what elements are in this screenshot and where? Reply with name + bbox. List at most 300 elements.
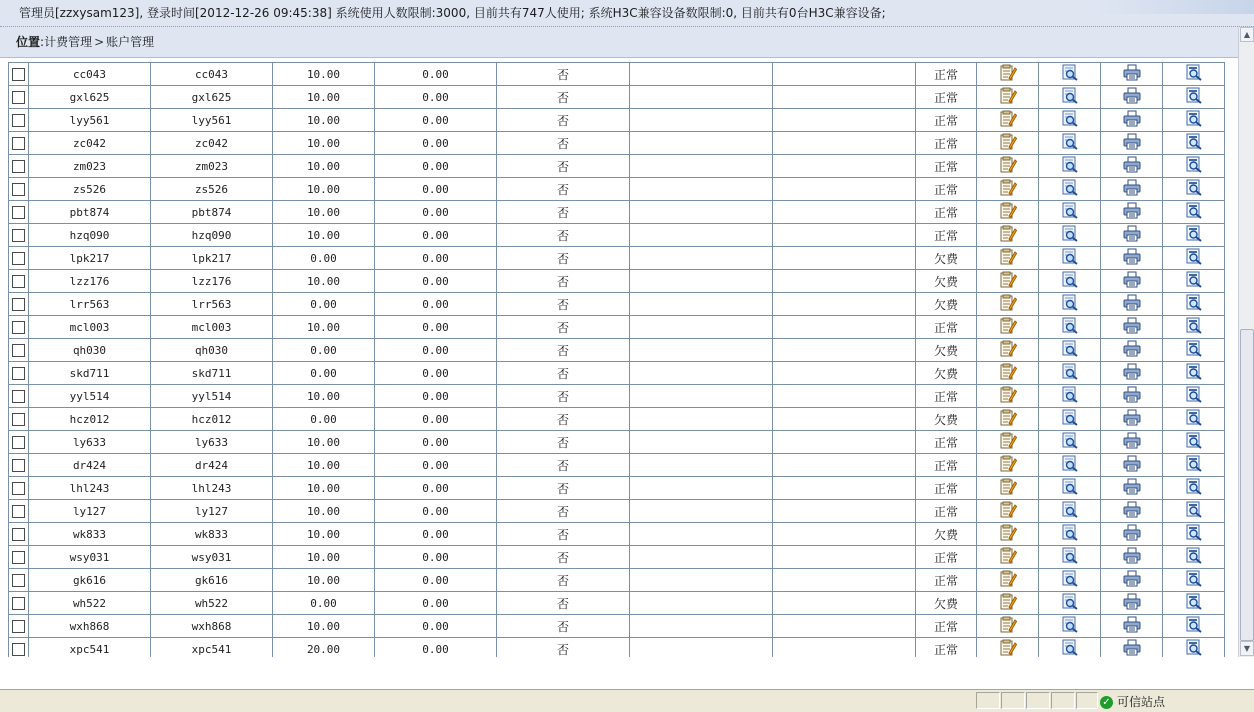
edit-icon[interactable]	[999, 225, 1017, 245]
action-cell[interactable]	[1163, 546, 1225, 569]
action-cell[interactable]	[1101, 109, 1163, 132]
print-icon[interactable]	[1123, 294, 1141, 314]
edit-icon[interactable]	[999, 133, 1017, 153]
action-cell[interactable]	[1163, 362, 1225, 385]
action-cell[interactable]	[977, 523, 1039, 546]
edit-icon[interactable]	[999, 501, 1017, 521]
detail-icon[interactable]	[1185, 202, 1203, 222]
view-icon[interactable]	[1061, 432, 1079, 452]
row-checkbox[interactable]	[12, 68, 25, 81]
row-checkbox[interactable]	[12, 91, 25, 104]
view-icon[interactable]	[1061, 455, 1079, 475]
account-cell: zs526	[29, 178, 151, 201]
action-cell[interactable]	[1039, 339, 1101, 362]
action-cell[interactable]	[1163, 293, 1225, 316]
action-cell[interactable]	[1163, 132, 1225, 155]
detail-icon[interactable]	[1185, 616, 1203, 636]
table-row	[9, 201, 1225, 224]
amount-cell: 0.00	[273, 592, 375, 615]
breadcrumb-item-billing[interactable]: 计费管理	[44, 35, 93, 49]
empty-cell	[630, 247, 773, 270]
flag-cell: 否	[497, 454, 630, 477]
print-icon[interactable]	[1123, 386, 1141, 406]
action-cell[interactable]	[1163, 86, 1225, 109]
detail-icon[interactable]	[1185, 133, 1203, 153]
action-cell[interactable]	[1039, 477, 1101, 500]
view-icon[interactable]	[1061, 478, 1079, 498]
account-table	[8, 62, 1225, 657]
edit-icon[interactable]	[999, 202, 1017, 222]
table-row	[9, 592, 1225, 615]
print-icon[interactable]	[1123, 317, 1141, 337]
print-icon[interactable]	[1123, 616, 1141, 636]
action-cell[interactable]	[1101, 270, 1163, 293]
view-icon[interactable]	[1061, 409, 1079, 429]
row-checkbox[interactable]	[12, 620, 25, 633]
action-cell[interactable]	[1039, 431, 1101, 454]
edit-icon[interactable]	[999, 248, 1017, 268]
empty-cell	[630, 615, 773, 638]
detail-icon[interactable]	[1185, 317, 1203, 337]
action-cell[interactable]	[1039, 569, 1101, 592]
action-cell[interactable]	[977, 132, 1039, 155]
trusted-zone-indicator[interactable]	[1100, 693, 1165, 710]
action-cell[interactable]	[1101, 454, 1163, 477]
action-cell[interactable]	[1039, 638, 1101, 658]
view-icon[interactable]	[1061, 593, 1079, 613]
name-cell: hzq090	[151, 224, 273, 247]
status-cell: 欠费	[916, 247, 977, 270]
name-cell: gk616	[151, 569, 273, 592]
detail-icon[interactable]	[1185, 547, 1203, 567]
action-cell[interactable]	[1039, 316, 1101, 339]
select-cell	[9, 523, 29, 546]
scroll-up-arrow-icon[interactable]: ▲	[1240, 27, 1254, 42]
action-cell[interactable]	[1101, 477, 1163, 500]
view-icon[interactable]	[1061, 363, 1079, 383]
action-cell[interactable]	[1163, 201, 1225, 224]
print-icon[interactable]	[1123, 64, 1141, 84]
print-icon[interactable]	[1123, 639, 1141, 657]
action-cell[interactable]	[1163, 270, 1225, 293]
edit-icon[interactable]	[999, 478, 1017, 498]
edit-icon[interactable]	[999, 570, 1017, 590]
row-checkbox[interactable]	[12, 183, 25, 196]
breadcrumb-item-accounts[interactable]: 账户管理	[106, 35, 155, 49]
action-cell[interactable]	[1101, 431, 1163, 454]
action-cell[interactable]	[1101, 155, 1163, 178]
print-icon[interactable]	[1123, 271, 1141, 291]
row-checkbox[interactable]	[12, 436, 25, 449]
detail-icon[interactable]	[1185, 639, 1203, 657]
edit-icon[interactable]	[999, 593, 1017, 613]
row-checkbox[interactable]	[12, 413, 25, 426]
action-cell[interactable]	[977, 477, 1039, 500]
flag-cell: 否	[497, 431, 630, 454]
view-icon[interactable]	[1061, 156, 1079, 176]
action-cell[interactable]	[1039, 63, 1101, 86]
view-icon[interactable]	[1061, 110, 1079, 130]
detail-icon[interactable]	[1185, 386, 1203, 406]
detail-icon[interactable]	[1185, 340, 1203, 360]
action-cell[interactable]	[977, 500, 1039, 523]
detail-icon[interactable]	[1185, 363, 1203, 383]
name-cell: yyl514	[151, 385, 273, 408]
row-checkbox[interactable]	[12, 482, 25, 495]
breadcrumb-label: 位置	[16, 35, 41, 49]
account-cell: wk833	[29, 523, 151, 546]
action-cell[interactable]	[1163, 385, 1225, 408]
empty-cell	[773, 523, 916, 546]
action-cell[interactable]	[1163, 224, 1225, 247]
empty-cell	[773, 592, 916, 615]
view-icon[interactable]	[1061, 248, 1079, 268]
action-cell[interactable]	[977, 615, 1039, 638]
empty-cell	[630, 270, 773, 293]
detail-icon[interactable]	[1185, 524, 1203, 544]
edit-icon[interactable]	[999, 386, 1017, 406]
detail-icon[interactable]	[1185, 156, 1203, 176]
action-cell[interactable]	[1101, 569, 1163, 592]
edit-icon[interactable]	[999, 455, 1017, 475]
print-icon[interactable]	[1123, 455, 1141, 475]
action-cell[interactable]	[1101, 385, 1163, 408]
action-cell[interactable]	[1101, 316, 1163, 339]
print-icon[interactable]	[1123, 248, 1141, 268]
view-icon[interactable]	[1061, 501, 1079, 521]
print-icon[interactable]	[1123, 340, 1141, 360]
action-cell[interactable]	[1163, 638, 1225, 658]
edit-icon[interactable]	[999, 547, 1017, 567]
row-checkbox[interactable]	[12, 229, 25, 242]
view-icon[interactable]	[1061, 386, 1079, 406]
select-cell	[9, 132, 29, 155]
edit-icon[interactable]	[999, 317, 1017, 337]
edit-icon[interactable]	[999, 363, 1017, 383]
view-icon[interactable]	[1061, 133, 1079, 153]
edit-icon[interactable]	[999, 294, 1017, 314]
row-checkbox[interactable]	[12, 505, 25, 518]
action-cell[interactable]	[1039, 247, 1101, 270]
action-cell[interactable]	[1163, 431, 1225, 454]
detail-icon[interactable]	[1185, 432, 1203, 452]
status-cell: 正常	[916, 546, 977, 569]
view-icon[interactable]	[1061, 271, 1079, 291]
row-checkbox[interactable]	[12, 137, 25, 150]
account-cell: lpk217	[29, 247, 151, 270]
table-row	[9, 523, 1225, 546]
action-cell[interactable]	[1101, 592, 1163, 615]
row-checkbox[interactable]	[12, 367, 25, 380]
action-cell[interactable]	[977, 592, 1039, 615]
table-row	[9, 615, 1225, 638]
action-cell[interactable]	[1101, 132, 1163, 155]
action-cell[interactable]	[1101, 615, 1163, 638]
empty-cell	[773, 109, 916, 132]
amount-cell: 10.00	[273, 385, 375, 408]
scroll-down-arrow-icon[interactable]: ▼	[1240, 641, 1254, 656]
action-cell[interactable]	[1039, 293, 1101, 316]
action-cell[interactable]	[977, 385, 1039, 408]
action-cell[interactable]	[1039, 270, 1101, 293]
row-checkbox[interactable]	[12, 390, 25, 403]
table-row	[9, 316, 1225, 339]
table-row	[9, 408, 1225, 431]
action-cell[interactable]	[1101, 201, 1163, 224]
action-cell[interactable]	[977, 546, 1039, 569]
edit-icon[interactable]	[999, 271, 1017, 291]
action-cell[interactable]	[977, 638, 1039, 658]
view-icon[interactable]	[1061, 616, 1079, 636]
view-icon[interactable]	[1061, 294, 1079, 314]
select-cell	[9, 362, 29, 385]
action-cell[interactable]	[1039, 500, 1101, 523]
action-cell[interactable]	[977, 316, 1039, 339]
action-cell[interactable]	[1039, 615, 1101, 638]
print-icon[interactable]	[1123, 409, 1141, 429]
action-cell[interactable]	[1163, 109, 1225, 132]
action-cell[interactable]	[1039, 546, 1101, 569]
edit-icon[interactable]	[999, 179, 1017, 199]
select-cell	[9, 293, 29, 316]
action-cell[interactable]	[977, 63, 1039, 86]
view-icon[interactable]	[1061, 64, 1079, 84]
status-cell: 正常	[916, 86, 977, 109]
row-checkbox[interactable]	[12, 459, 25, 472]
row-checkbox[interactable]	[12, 551, 25, 564]
action-cell[interactable]	[977, 178, 1039, 201]
amount-cell: 0.00	[375, 592, 497, 615]
action-cell[interactable]	[1039, 109, 1101, 132]
edit-icon[interactable]	[999, 432, 1017, 452]
empty-cell	[773, 270, 916, 293]
action-cell[interactable]	[1039, 592, 1101, 615]
row-checkbox[interactable]	[12, 275, 25, 288]
action-cell[interactable]	[977, 408, 1039, 431]
detail-icon[interactable]	[1185, 455, 1203, 475]
detail-icon[interactable]	[1185, 64, 1203, 84]
edit-icon[interactable]	[999, 524, 1017, 544]
print-icon[interactable]	[1123, 593, 1141, 613]
vertical-scrollbar[interactable]	[1238, 27, 1254, 657]
amount-cell: 0.00	[375, 86, 497, 109]
row-checkbox[interactable]	[12, 298, 25, 311]
name-cell: lhl243	[151, 477, 273, 500]
row-checkbox[interactable]	[12, 114, 25, 127]
action-cell[interactable]	[977, 270, 1039, 293]
status-cell: 正常	[916, 500, 977, 523]
flag-cell: 否	[497, 293, 630, 316]
action-cell[interactable]	[1101, 362, 1163, 385]
edit-icon[interactable]	[999, 639, 1017, 657]
print-icon[interactable]	[1123, 524, 1141, 544]
view-icon[interactable]	[1061, 524, 1079, 544]
print-icon[interactable]	[1123, 179, 1141, 199]
view-icon[interactable]	[1061, 202, 1079, 222]
action-cell[interactable]	[1101, 293, 1163, 316]
edit-icon[interactable]	[999, 64, 1017, 84]
detail-icon[interactable]	[1185, 225, 1203, 245]
action-cell[interactable]	[1039, 155, 1101, 178]
action-cell[interactable]	[1163, 339, 1225, 362]
row-checkbox[interactable]	[12, 344, 25, 357]
print-icon[interactable]	[1123, 202, 1141, 222]
action-cell[interactable]	[1101, 224, 1163, 247]
view-icon[interactable]	[1061, 179, 1079, 199]
action-cell[interactable]	[1101, 339, 1163, 362]
edit-icon[interactable]	[999, 110, 1017, 130]
account-cell: lrr563	[29, 293, 151, 316]
action-cell[interactable]	[1101, 523, 1163, 546]
edit-icon[interactable]	[999, 616, 1017, 636]
action-cell[interactable]	[977, 86, 1039, 109]
print-icon[interactable]	[1123, 87, 1141, 107]
print-icon[interactable]	[1123, 110, 1141, 130]
action-cell[interactable]	[977, 569, 1039, 592]
action-cell[interactable]	[1163, 500, 1225, 523]
detail-icon[interactable]	[1185, 110, 1203, 130]
amount-cell: 0.00	[375, 408, 497, 431]
action-cell[interactable]	[1039, 178, 1101, 201]
table-row	[9, 132, 1225, 155]
amount-cell: 10.00	[273, 155, 375, 178]
row-checkbox[interactable]	[12, 206, 25, 219]
detail-icon[interactable]	[1185, 501, 1203, 521]
view-icon[interactable]	[1061, 340, 1079, 360]
detail-icon[interactable]	[1185, 593, 1203, 613]
action-cell[interactable]	[1039, 454, 1101, 477]
view-icon[interactable]	[1061, 639, 1079, 657]
print-icon[interactable]	[1123, 570, 1141, 590]
row-checkbox[interactable]	[12, 321, 25, 334]
action-cell[interactable]	[1101, 178, 1163, 201]
status-cell: 正常	[916, 569, 977, 592]
action-cell[interactable]	[1163, 316, 1225, 339]
row-checkbox[interactable]	[12, 574, 25, 587]
action-cell[interactable]	[1101, 63, 1163, 86]
action-cell[interactable]	[1039, 201, 1101, 224]
action-cell[interactable]	[1163, 155, 1225, 178]
row-checkbox[interactable]	[12, 160, 25, 173]
action-cell[interactable]	[1163, 569, 1225, 592]
action-cell[interactable]	[977, 109, 1039, 132]
row-checkbox[interactable]	[12, 528, 25, 541]
print-icon[interactable]	[1123, 363, 1141, 383]
edit-icon[interactable]	[999, 156, 1017, 176]
print-icon[interactable]	[1123, 225, 1141, 245]
action-cell[interactable]	[1101, 546, 1163, 569]
action-cell[interactable]	[977, 431, 1039, 454]
action-cell[interactable]	[1163, 523, 1225, 546]
empty-cell	[630, 63, 773, 86]
action-cell[interactable]	[1163, 592, 1225, 615]
empty-cell	[773, 224, 916, 247]
name-cell: zc042	[151, 132, 273, 155]
action-cell[interactable]	[977, 362, 1039, 385]
action-cell[interactable]	[1163, 178, 1225, 201]
action-cell[interactable]	[1101, 86, 1163, 109]
action-cell[interactable]	[1039, 132, 1101, 155]
action-cell[interactable]	[1101, 500, 1163, 523]
account-table-viewport	[0, 58, 1238, 657]
view-icon[interactable]	[1061, 225, 1079, 245]
action-cell[interactable]	[1039, 385, 1101, 408]
print-icon[interactable]	[1123, 547, 1141, 567]
detail-icon[interactable]	[1185, 294, 1203, 314]
action-cell[interactable]	[977, 454, 1039, 477]
flag-cell: 否	[497, 477, 630, 500]
detail-icon[interactable]	[1185, 87, 1203, 107]
action-cell[interactable]	[977, 201, 1039, 224]
action-cell[interactable]	[1163, 477, 1225, 500]
scrollbar-thumb[interactable]	[1240, 329, 1254, 641]
name-cell: gxl625	[151, 86, 273, 109]
action-cell[interactable]	[977, 155, 1039, 178]
view-icon[interactable]	[1061, 547, 1079, 567]
action-cell[interactable]	[1039, 523, 1101, 546]
action-cell[interactable]	[977, 247, 1039, 270]
empty-cell	[630, 155, 773, 178]
action-cell[interactable]	[1163, 247, 1225, 270]
edit-icon[interactable]	[999, 340, 1017, 360]
action-cell[interactable]	[977, 293, 1039, 316]
detail-icon[interactable]	[1185, 248, 1203, 268]
detail-icon[interactable]	[1185, 570, 1203, 590]
action-cell[interactable]	[1163, 454, 1225, 477]
action-cell[interactable]	[1163, 63, 1225, 86]
name-cell: ly127	[151, 500, 273, 523]
action-cell[interactable]	[1039, 86, 1101, 109]
action-cell[interactable]	[1163, 408, 1225, 431]
view-icon[interactable]	[1061, 570, 1079, 590]
action-cell[interactable]	[1101, 247, 1163, 270]
action-cell[interactable]	[1101, 638, 1163, 658]
print-icon[interactable]	[1123, 478, 1141, 498]
action-cell[interactable]	[977, 224, 1039, 247]
print-icon[interactable]	[1123, 133, 1141, 153]
row-checkbox[interactable]	[12, 643, 25, 656]
view-icon[interactable]	[1061, 317, 1079, 337]
flag-cell: 否	[497, 408, 630, 431]
amount-cell: 10.00	[273, 316, 375, 339]
action-cell[interactable]	[1101, 408, 1163, 431]
print-icon[interactable]	[1123, 156, 1141, 176]
row-checkbox[interactable]	[12, 597, 25, 610]
detail-icon[interactable]	[1185, 271, 1203, 291]
edit-icon[interactable]	[999, 87, 1017, 107]
flag-cell: 否	[497, 362, 630, 385]
action-cell[interactable]	[1039, 224, 1101, 247]
row-checkbox[interactable]	[12, 252, 25, 265]
edit-icon[interactable]	[999, 409, 1017, 429]
action-cell[interactable]	[977, 339, 1039, 362]
detail-icon[interactable]	[1185, 179, 1203, 199]
select-cell	[9, 63, 29, 86]
detail-icon[interactable]	[1185, 409, 1203, 429]
flag-cell: 否	[497, 201, 630, 224]
amount-cell: 10.00	[273, 201, 375, 224]
detail-icon[interactable]	[1185, 478, 1203, 498]
amount-cell: 0.00	[375, 523, 497, 546]
print-icon[interactable]	[1123, 432, 1141, 452]
view-icon[interactable]	[1061, 87, 1079, 107]
print-icon[interactable]	[1123, 501, 1141, 521]
account-cell: pbt874	[29, 201, 151, 224]
empty-cell	[773, 155, 916, 178]
action-cell[interactable]	[1163, 615, 1225, 638]
action-cell[interactable]	[1039, 408, 1101, 431]
action-cell[interactable]	[1039, 362, 1101, 385]
